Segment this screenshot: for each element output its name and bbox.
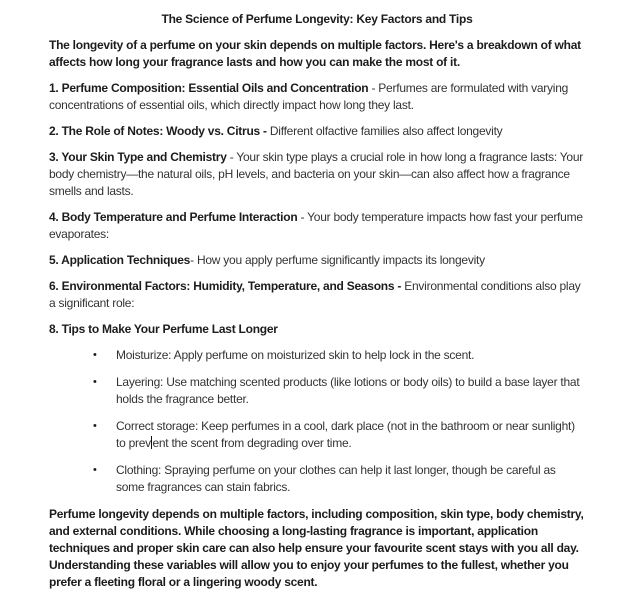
section-heading-5: 5. Application Techniques: [49, 253, 191, 267]
section-paragraph-6[interactable]: [49, 278, 585, 312]
bullet-text: Layering: Use matching scented products (like lotions or body oils) to build a base layer that holds the fragrance better.: [116, 375, 580, 406]
bullet-text: Clothing: Spraying perfume on your clothes can help it last longer, though be careful as some fragrances can stain fabrics.: [116, 463, 556, 494]
bullet-icon: •: [93, 349, 97, 361]
section-paragraph-3[interactable]: [49, 149, 585, 200]
bullet-icon: •: [93, 420, 97, 432]
bullet-text-after-caret: ent the scent from degrading over time.: [152, 436, 352, 450]
list-item-layering[interactable]: [93, 374, 585, 408]
bullet-text-before-caret: Correct storage: Keep perfumes in a cool, dark place (not in the bathroom or near sunlight) to prev: [116, 419, 575, 450]
section-body-2: Different olfactive families also affect longevity: [269, 124, 503, 138]
list-item-correct-storage[interactable]: [93, 418, 585, 452]
bullet-icon: •: [93, 376, 97, 388]
section-heading-4: 4. Body Temperature and Perfume Interaction: [49, 210, 298, 224]
section-heading-3: 3. Your Skin Type and Chemistry: [49, 150, 227, 164]
section-paragraph-2[interactable]: [49, 123, 585, 140]
tips-list: [49, 347, 585, 496]
section-heading-1: 1. Perfume Composition: Essential Oils and Concentration: [49, 81, 369, 95]
list-item-clothing[interactable]: [93, 462, 585, 496]
list-item-moisturize[interactable]: [93, 347, 585, 364]
section-paragraph-1[interactable]: [49, 80, 585, 114]
section-body-6: Environmental conditions also play a significant role:: [49, 279, 581, 310]
document-title[interactable]: The Science of Perfume Longevity: Key Factors and Tips: [161, 12, 473, 26]
section-body-1: - Perfumes are formulated with varying concentrations of essential oils, which directly impact how long they last.: [49, 81, 569, 112]
bullet-icon: •: [93, 464, 97, 476]
section-heading-6: 6. Environmental Factors: Humidity, Temperature, and Seasons -: [49, 279, 405, 293]
intro-paragraph[interactable]: The longevity of a perfume on your skin depends on multiple factors. Here's a breakdown of what affects how long your fragrance lasts and how you can make the most of it.: [49, 38, 581, 69]
section-body-5: - How you apply perfume significantly impacts its longevity: [190, 253, 485, 267]
section-paragraph-4[interactable]: [49, 209, 585, 243]
tips-heading[interactable]: 8. Tips to Make Your Perfume Last Longer: [49, 322, 278, 336]
section-heading-2: 2. The Role of Notes: Woody vs. Citrus -: [49, 124, 270, 138]
conclusion-paragraph[interactable]: Perfume longevity depends on multiple factors, including composition, skin type, body chemistry, and external conditions. While choosing a long-lasting fragrance is important, application techniques and proper skin care can also help ensure your favourite scent stays with you all day. Understanding these variables will allow you to enjoy your perfumes to the fullest, whether you prefer a fleeting floral or a lingering woody scent.: [49, 507, 584, 589]
section-body-3: - Your skin type plays a crucial role in how long a fragrance lasts: Your body chemistry—the natural oils, pH levels, and bacteria on your skin—can also affect how a fragrance smells and lasts.: [49, 150, 584, 198]
section-body-4: - Your body temperature impacts how fast your perfume evaporates:: [49, 210, 583, 241]
section-paragraph-5[interactable]: [49, 252, 585, 269]
bullet-text: Moisturize: Apply perfume on moisturized skin to help lock in the scent.: [116, 348, 475, 362]
